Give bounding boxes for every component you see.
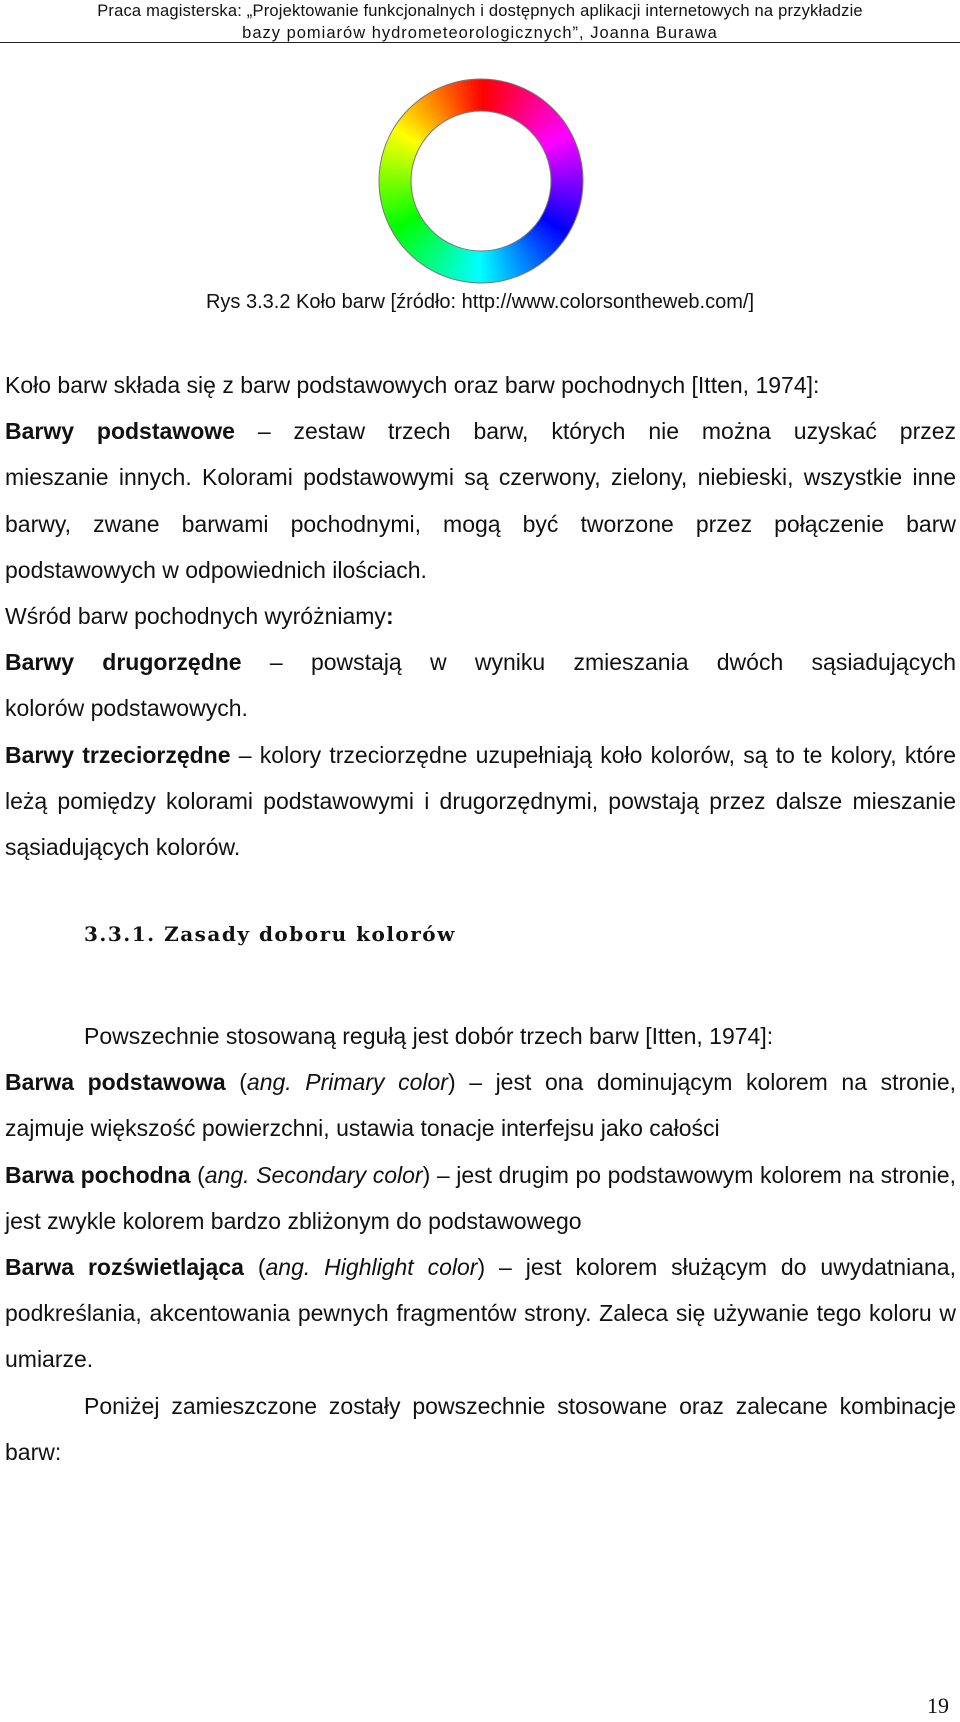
secondary-color-english: ang. Secondary color	[204, 1161, 423, 1188]
secondary-colors-term: Barwy drugorzędne	[5, 649, 242, 676]
figure-caption: Rys 3.3.2 Koło barw [źródło: http://www.colorsontheweb.com/]	[205, 291, 755, 313]
section-body-1	[5, 362, 956, 870]
highlight-color-definition: ) – jest kolorem służącym do uwydatniana, podkreślania, akcentowania pewnych fragmentów strony. Zaleca się używanie tego koloru w umiarze.	[5, 1254, 956, 1373]
secondary-color-definition: ) – jest drugim po podstawowym kolorem na stronie, jest zwykle kolorem bardzo zbliżonym do podstawowego	[5, 1161, 956, 1234]
tertiary-colors-term: Barwy trzeciorzędne	[5, 741, 231, 768]
secondary-colors-definition-1: – powstają w wyniku zmieszania dwóch sąsiadujących	[269, 649, 956, 676]
primary-colors-paragraph: mieszanie innych. Kolorami podstawowymi są czerwony, zielony, niebieski, wszystkie inne barwy, zwane barwami pochodnymi, mogą być tworzone przez połączenie barw podstawowych w odpowiednich ilościach.	[5, 464, 956, 583]
secondary-colors-line	[5, 639, 956, 685]
intro-paragraph: Koło barw składa się z barw podstawowych oraz barw pochodnych [Itten, 1974]:	[5, 372, 820, 398]
highlight-color-english: ang. Highlight color	[265, 1254, 478, 1281]
tertiary-colors-definition: – kolory trzeciorzędne uzupełniają koło kolorów, są to te kolory, które leżą pomiędzy kolorami podstawowymi i drugorzędnymi, powstają przez dalsze mieszanie sąsiadujących kolorów.	[5, 741, 956, 861]
highlight-color-term: Barwa rozświetlająca	[5, 1254, 244, 1281]
primary-colors-line	[5, 408, 956, 454]
rule-intro: Powszechnie stosowaną regułą jest dobór trzech barw [Itten, 1974]:	[84, 1023, 774, 1049]
secondary-colors-definition-2: kolorów podstawowych.	[5, 695, 248, 722]
primary-color-paragraph: Barwa podstawowa (ang. Primary color) – jest ona dominującym kolorem na stronie, zajmuje większość powierzchni, ustawia tonacje interfejsu jako całości	[5, 1069, 957, 1142]
primary-color-english: ang. Primary color	[246, 1069, 448, 1096]
page-header	[0, 0, 960, 44]
primary-color-definition: ) – jest ona dominującym kolorem na stronie, zajmuje większość powierzchni, ustawia tonacje interfejsu jako całości	[5, 1069, 957, 1142]
section-body-2	[5, 1013, 956, 1475]
header-divider	[0, 42, 960, 43]
primary-colors-term: Barwy podstawowe	[5, 418, 235, 445]
primary-color-term: Barwa podstawowa	[5, 1069, 226, 1096]
derived-colors-intro: Wśród barw pochodnych wyróżniamy:	[5, 603, 394, 630]
tertiary-colors-paragraph	[5, 732, 956, 871]
section-heading: 3.3.1. Zasady doboru kolorów	[84, 922, 456, 946]
primary-colors-definition-1: – zestaw trzech barw, których nie można uzyskać przez	[257, 418, 957, 445]
header-line-1: Praca magisterska: „Projektowanie funkcjonalnych i dostępnych aplikacji internetowych na przykładzie	[97, 2, 863, 20]
secondary-color-term: Barwa pochodna	[5, 1161, 191, 1188]
secondary-color-paragraph: Barwa pochodna (ang. Secondary color) – jest drugim po podstawowym kolorem na stronie, jest zwykle kolorem bardzo zbliżonym do podstawowego	[5, 1161, 956, 1234]
closing-paragraph: Poniżej zamieszczone zostały powszechnie stosowane oraz zalecane kombinacje barw:	[5, 1392, 956, 1465]
color-wheel-figure	[376, 76, 586, 286]
header-line-2: bazy pomiarów hydrometeorologicznych”, Joanna Burawa	[242, 24, 718, 42]
page-number: 19	[927, 1693, 949, 1718]
highlight-color-paragraph: Barwa rozświetlająca (ang. Highlight color) – jest kolorem służącym do uwydatniana, podkreślania, akcentowania pewnych fragmentów strony. Zaleca się używanie tego koloru w umiarze.	[5, 1254, 956, 1373]
